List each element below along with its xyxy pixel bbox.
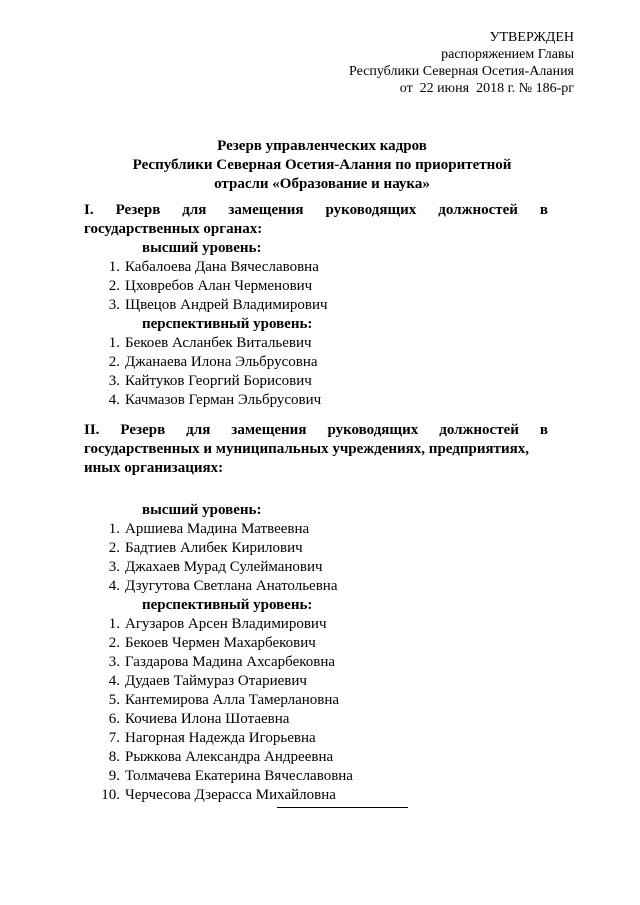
item-number: 1. — [108, 616, 120, 632]
top-level-list — [84, 520, 548, 596]
item-number: 5. — [108, 692, 120, 708]
title-line: Резерв управленческих кадров — [217, 138, 427, 154]
person-name: Дудаев Таймураз Отариевич — [125, 673, 307, 689]
list-item — [84, 653, 548, 672]
person-name: Бекоев Асланбек Витальевич — [125, 335, 312, 351]
item-number: 2. — [108, 635, 120, 651]
item-number: 1. — [108, 335, 120, 351]
item-number: 2. — [108, 278, 120, 294]
list-item — [84, 296, 548, 315]
person-name: Джанаева Илона Эльбрусовна — [125, 354, 318, 370]
list-item — [84, 634, 548, 653]
list-item — [84, 767, 548, 786]
person-name: Толмачева Екатерина Вячеславовна — [125, 768, 353, 784]
person-name: Нагорная Надежда Игорьевна — [125, 730, 316, 746]
list-item — [84, 539, 548, 558]
list-item — [84, 672, 548, 691]
list-item — [84, 372, 548, 391]
item-number: 10. — [101, 787, 120, 803]
person-name: Щвецов Андрей Владимирович — [125, 297, 328, 313]
person-name: Аршиева Мадина Матвеевна — [125, 521, 310, 537]
item-number: 4. — [108, 673, 120, 689]
approval-line: распоряжением Главы — [441, 47, 574, 62]
prospective-level-label: перспективный уровень: — [142, 316, 313, 332]
list-item — [84, 691, 548, 710]
list-item — [84, 729, 548, 748]
item-number: 3. — [108, 297, 120, 313]
item-number: 1. — [108, 521, 120, 537]
item-number: 4. — [108, 392, 120, 408]
title-line: Республики Северная Осетия-Алания по приоритетной — [132, 157, 512, 173]
item-number: 3. — [108, 654, 120, 670]
item-number: 8. — [108, 749, 120, 765]
approval-date: от 22 июня 2018 г. № 186-рг — [399, 81, 574, 96]
list-item — [84, 391, 548, 410]
person-name: Рыжкова Александра Андреевна — [125, 749, 334, 765]
person-name: Бадтиев Алибек Кирилович — [125, 540, 303, 556]
item-number: 4. — [108, 578, 120, 594]
item-number: 6. — [108, 711, 120, 727]
item-number: 1. — [108, 259, 120, 275]
item-number: 7. — [108, 730, 120, 746]
person-name: Качмазов Герман Эльбрусович — [125, 392, 322, 408]
heading-line: I. Резерв для замещения руководящих должностей в — [84, 202, 548, 218]
section-2-heading — [84, 421, 548, 478]
person-name: Агузаров Арсен Владимирович — [125, 616, 327, 632]
prospective-level-list — [84, 334, 548, 410]
item-number: 3. — [108, 373, 120, 389]
list-item — [84, 353, 548, 372]
item-number: 9. — [108, 768, 120, 784]
approval-title: УТВЕРЖДЕН — [489, 30, 574, 45]
list-item — [84, 615, 548, 634]
person-name: Кочиева Илона Шотаевна — [125, 711, 290, 727]
section-1-heading — [84, 201, 548, 239]
person-name: Газдарова Мадина Ахсарбековна — [125, 654, 336, 670]
list-item — [84, 520, 548, 539]
person-name: Черчесова Дзерасса Михайловна — [125, 787, 336, 803]
list-item — [84, 334, 548, 353]
list-item — [84, 577, 548, 596]
document-title — [0, 137, 640, 194]
heading-line: II. Резерв для замещения руководящих должностей в — [84, 422, 548, 438]
person-name: Джахаев Мурад Сулейманович — [125, 559, 323, 575]
item-number: 3. — [108, 559, 120, 575]
title-line: отрасли «Образование и наука» — [214, 176, 430, 192]
section-1 — [84, 201, 548, 410]
approval-line: Республики Северная Осетия-Алания — [349, 64, 574, 79]
person-name: Кабалоева Дана Вячеславовна — [125, 259, 319, 275]
list-item — [84, 710, 548, 729]
list-item — [84, 786, 548, 805]
list-item — [84, 748, 548, 767]
person-name: Бекоев Чермен Махарбекович — [125, 635, 316, 651]
person-name: Кантемирова Алла Тамерлановна — [125, 692, 340, 708]
list-item — [84, 277, 548, 296]
person-name: Кайтуков Георгий Борисович — [125, 373, 312, 389]
top-level-label: высший уровень: — [142, 502, 262, 518]
person-name: Дзугутова Светлана Анатольевна — [125, 578, 338, 594]
approval-block — [349, 29, 574, 97]
item-number: 2. — [108, 354, 120, 370]
heading-line: государственных органах: — [84, 221, 263, 237]
prospective-level-list — [84, 615, 548, 805]
heading-line: государственных и муниципальных учреждениях, предприятиях, — [84, 441, 529, 457]
item-number: 2. — [108, 540, 120, 556]
list-item — [84, 258, 548, 277]
top-level-label: высший уровень: — [142, 240, 262, 256]
closing-rule — [277, 807, 408, 808]
person-name: Цховребов Алан Черменович — [125, 278, 313, 294]
prospective-level-label: перспективный уровень: — [142, 597, 313, 613]
heading-line: иных организациях: — [84, 460, 224, 476]
top-level-list — [84, 258, 548, 315]
list-item — [84, 558, 548, 577]
section-2 — [84, 421, 548, 805]
